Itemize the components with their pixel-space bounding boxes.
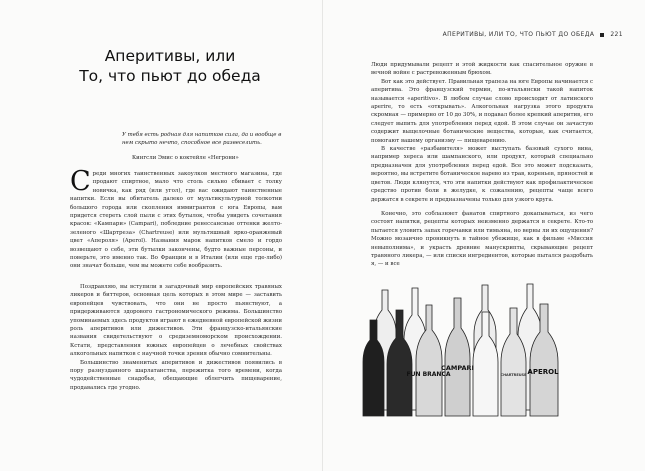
epigraph-author: Кингсли Эмис о коктейле «Негрони» [132,155,239,161]
epigraph-text: У тебя есть родная для напитков сила, да и вообще в нем скрыто нечто, способное все развеселить. [122,132,282,146]
running-title: АПЕРИТИВЫ, ИЛИ ТО, ЧТО ПЬЮТ ДО ОБЕДА [442,31,595,38]
paragraph-2: Поздравляю, вы вступили в загадочный мир европейских травяных ликеров и биттеров, основная цель которых в этом мире — заставить европейцев чувствовать, что они не просто пьянствуют, а придерживаются здорового гастрономического режима. Большинство упоминаемых здесь продуктов играют в ежедневной европейской жизни роль аперитивов или дижестивов. Эти французско-итальянские названия свидетельствуют о средиземноморском происхождении. Кстати, представления южных европейцев о лечебных свойствах алкогольных напитков с научной точки зрения обычно сомнительны. [70,284,282,358]
chapter-title-line-1: Аперитивы, или [104,47,236,65]
right-paragraph-3: В качестве «разбавителя» может выступать базовый сухого вина, например хереса или шампанского, или продукт, который специально предназначен для употребления перед едой. Все это может подсказать, вероятно, вы встретите ботаническое варево из трав, кореньев, пряностей и цветов. Люди клянутся, что эти напитки действуют как профилактическое средство против боли в желудке, к сожалению, рецепты чаще всего держатся в секрете и предназначены только для узкого круга. [371,146,593,203]
drop-cap: С [70,166,91,197]
page-number: 221 [610,31,623,38]
header-square-icon [600,33,604,37]
left-body-rest [70,283,282,392]
bottle-icon [445,298,470,416]
chapter-title [70,46,270,86]
bottle-label-chartreuse: CHARTREUSE [500,373,527,377]
bottle-label-campari: CAMPARI [441,364,474,372]
running-header [443,31,623,38]
chapter-title-line-2: То, что пьют до обеда [79,67,261,85]
paragraph-3: Большинство знаменитых аперитивов и дижестивов появились в пору разнузданного шарлатанства, пережитка того времени, когда чудодейственные снадобья, обещающие облегчить пищеварение, продавались где угодно. [70,359,282,391]
right-body-mid [371,210,593,269]
bottle-label-fernet: FUN BRANCA [406,371,451,378]
right-body-top [371,61,593,204]
paragraph-1-text: реди многих таинственных закоулков местного магазина, где продают спиртное, мало что столь сильно сбивает с толку новичка, как ряд (или угол), где вас ожидают таинственные напитки. Если вы обитатель далеко от мультикультурной толкотни большого города или скопления иммигрантов с юга Европы, вам придется стереть слой пыли с этих бутылок, чтобы увидеть сочетания красок: «Кампари» (Campari), побледние ренессансные оттенки желто-зеленого «Шартреза» (Chartreuse) или мультяшный ярко-оранжевый цвет «Апероля» (Aperol). Названия марок напитков смело и гордо возвещают о себе, эти бутылки закончены, будто важные персоны, и поверьте, это именно так. Во Франции и в Италии (или еще где-либо) они значат больше, чем вы можете себе вообразить. [70,171,282,270]
right-paragraph-1: Люди придумывали рецепт и этой жидкости как спасительное оружие в вечной войне с растревоженным брюхом. [371,62,593,77]
right-paragraph-4: Конечно, это соблазняет фанатов спиртного докапываться, из чего состоят напитки, рецепты которых неизменно держатся в секрете. Кто-то пытается уловить запах горечавки или тимьяна, но верны ли их ощущения? Можно мозаично проникнуть в тайное убежище, как в фильме «Миссия невыполнима», и украсть древние манускрипты, скрывающие рецепт травяного ликера, — или списки ингредиентов, которые пытался раздобыть я, — и все [371,211,593,268]
right-paragraph-2: Вот как это действует. Правильная трапеза на юге Европы начинается с аперитива. Это французский термин, по-итальянски такой напиток называется «aperitivo». В любом случае слово происходит от латинского aperire, то есть «открывать». Алкогольная нагрузка этого продукта скромная — примерно от 10 до 30%, и подавал более крепкий аперитив, его следует выпить для употребления перед едой. В этом случае он зачастую содержит выщелочные ботанические вещества, которые, как считается, помогают вашему организму — пищеварению. [371,78,593,144]
paragraph-1 [70,166,282,271]
bottle-label-aperol: APEROL [527,368,559,376]
bottles-illustration [362,270,572,420]
left-page [0,0,322,471]
left-body-first [70,166,282,271]
